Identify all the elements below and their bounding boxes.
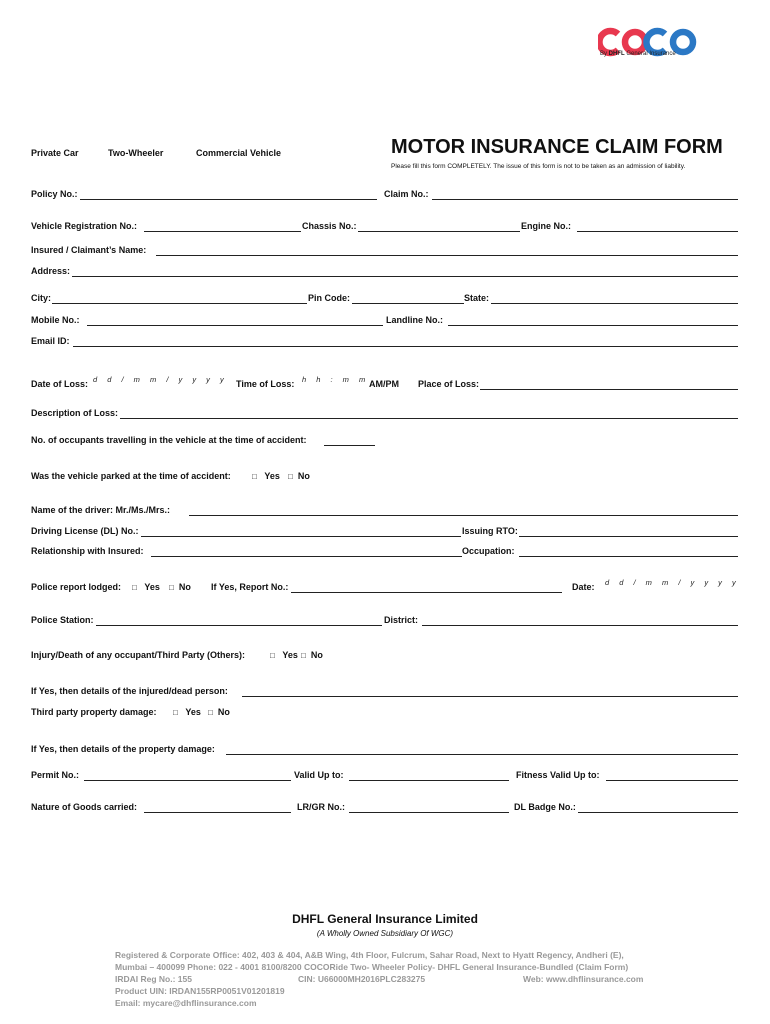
police-station-label: Police Station: (31, 615, 94, 625)
district-field[interactable] (422, 625, 738, 626)
mobile-field[interactable] (87, 325, 383, 326)
parked-label: Was the vehicle parked at the time of accident: (31, 471, 231, 481)
vehicle-type-commercial[interactable]: Commercial Vehicle (196, 148, 282, 158)
logo-tagline: By DHFL General Insurance (600, 51, 676, 57)
landline-field[interactable] (448, 325, 738, 326)
injury-no-option[interactable]: □ No (301, 650, 323, 660)
police-report-no-option[interactable]: □ No (169, 582, 191, 592)
pin-field[interactable] (352, 303, 464, 304)
city-label: City: (31, 293, 51, 303)
claim-no-label: Claim No.: (384, 189, 429, 199)
address-label: Address: (31, 266, 71, 276)
footer-web[interactable]: Web: www.dhflinsurance.com (523, 974, 644, 984)
policy-no-label: Policy No.: (31, 189, 78, 199)
valid-up-to-label: Valid Up to: (294, 770, 344, 780)
email-label: Email ID: (31, 336, 70, 346)
dl-badge-field[interactable] (578, 812, 738, 813)
injured-details-field[interactable] (242, 696, 738, 697)
vehicle-type-private-car[interactable]: Private Car (31, 148, 79, 158)
form-note: Please fill this form COMPLETELY. The issue of this form is not to be taken as an admission of liability. (391, 163, 686, 170)
district-label: District: (384, 615, 419, 625)
fitness-valid-label: Fitness Valid Up to: (516, 770, 600, 780)
description-field[interactable] (120, 418, 738, 419)
pin-label: Pin Code: (308, 293, 350, 303)
footer-company-name: DHFL General Insurance Limited (292, 912, 478, 926)
insured-name-field[interactable] (156, 255, 738, 256)
tp-property-yes-option[interactable]: □ Yes (173, 707, 201, 717)
footer-uin: Product UIN: IRDAN155RP0051V01201819 (115, 986, 285, 996)
report-no-label: If Yes, Report No.: (211, 582, 289, 592)
relationship-field[interactable] (151, 556, 462, 557)
property-details-field[interactable] (226, 754, 738, 755)
parked-yes-option[interactable]: □ Yes (252, 471, 280, 481)
footer-cin: CIN: U66000MH2016PLC283275 (298, 974, 426, 984)
place-of-loss-field[interactable] (480, 389, 738, 390)
ampm-label[interactable]: AM/PM (369, 379, 399, 389)
dl-no-label: Driving License (DL) No.: (31, 526, 139, 536)
time-of-loss-label: Time of Loss: (236, 379, 295, 389)
tp-property-label: Third party property damage: (31, 707, 157, 717)
occupation-field[interactable] (519, 556, 738, 557)
occupants-field[interactable] (324, 445, 375, 446)
injury-label: Injury/Death of any occupant/Third Party (Others): (31, 650, 246, 660)
report-date-field[interactable]: d d / m m / y y y y (605, 578, 740, 587)
injury-yes-option[interactable]: □ Yes (270, 650, 298, 660)
engine-label: Engine No.: (521, 221, 571, 231)
lr-gr-label: LR/GR No.: (297, 802, 345, 812)
tp-property-no-option[interactable]: □ No (208, 707, 230, 717)
lr-gr-field[interactable] (349, 812, 509, 813)
vehicle-reg-field[interactable] (144, 231, 301, 232)
vehicle-reg-label: Vehicle Registration No.: (31, 221, 138, 231)
mobile-label: Mobile No.: (31, 315, 80, 325)
issuing-rto-label: Issuing RTO: (462, 526, 518, 536)
occupation-label: Occupation: (462, 546, 515, 556)
relationship-label: Relationship with Insured: (31, 546, 144, 556)
police-report-label: Police report lodged: (31, 582, 122, 592)
report-no-field[interactable] (291, 592, 562, 593)
footer-address-line2: Mumbai – 400099 Phone: 022 - 4001 8100/8200 COCORide Two- Wheeler Policy- DHFL General Insurance-Bundled (Claim Form) (115, 962, 629, 972)
date-of-loss-label: Date of Loss: (31, 379, 89, 389)
injured-details-label: If Yes, then details of the injured/dead person: (31, 686, 228, 696)
valid-up-to-field[interactable] (349, 780, 509, 781)
footer-irdai: IRDAI Reg No.: 155 (115, 974, 192, 984)
landline-label: Landline No.: (386, 315, 443, 325)
chassis-label: Chassis No.: (302, 221, 357, 231)
issuing-rto-field[interactable] (519, 536, 738, 537)
date-of-loss-field[interactable]: d d / m m / y y y y (93, 375, 228, 384)
goods-label: Nature of Goods carried: (31, 802, 138, 812)
address-field[interactable] (72, 276, 738, 277)
footer-subsidiary: (A Wholly Owned Subsidiary Of WGC) (316, 929, 454, 938)
report-date-label: Date: (572, 582, 595, 592)
police-station-field[interactable] (96, 625, 382, 626)
driver-name-field[interactable] (189, 515, 738, 516)
occupants-label: No. of occupants travelling in the vehicle at the time of accident: (31, 435, 307, 445)
state-label: State: (464, 293, 490, 303)
place-of-loss-label: Place of Loss: (418, 379, 480, 389)
claim-no-field[interactable] (432, 199, 738, 200)
dl-badge-label: DL Badge No.: (514, 802, 576, 812)
form-title: MOTOR INSURANCE CLAIM FORM (391, 136, 723, 158)
parked-no-option[interactable]: □ No (288, 471, 310, 481)
driver-name-label: Name of the driver: Mr./Ms./Mrs.: (31, 505, 171, 515)
vehicle-type-two-wheeler[interactable]: Two-Wheeler (108, 148, 164, 158)
permit-no-field[interactable] (84, 780, 291, 781)
state-field[interactable] (491, 303, 738, 304)
property-details-label: If Yes, then details of the property damage: (31, 744, 215, 754)
chassis-field[interactable] (358, 231, 520, 232)
police-report-yes-option[interactable]: □ Yes (132, 582, 160, 592)
footer-address-line1: Registered & Corporate Office: 402, 403 & 404, A&B Wing, 4th Floor, Fulcrum, Sahar Road, Next to Hyatt Regency, Andheri (E), (115, 950, 624, 960)
footer-email[interactable]: Email: mycare@dhflinsurance.com (115, 998, 257, 1008)
policy-no-field[interactable] (80, 199, 377, 200)
city-field[interactable] (52, 303, 307, 304)
engine-field[interactable] (577, 231, 738, 232)
fitness-valid-field[interactable] (606, 780, 738, 781)
dl-no-field[interactable] (141, 536, 461, 537)
permit-no-label: Permit No.: (31, 770, 80, 780)
goods-field[interactable] (144, 812, 291, 813)
time-of-loss-field[interactable]: h h : m m (302, 375, 370, 384)
description-label: Description of Loss: (31, 408, 119, 418)
email-field[interactable] (73, 346, 738, 347)
insured-name-label: Insured / Claimant’s Name: (31, 245, 147, 255)
